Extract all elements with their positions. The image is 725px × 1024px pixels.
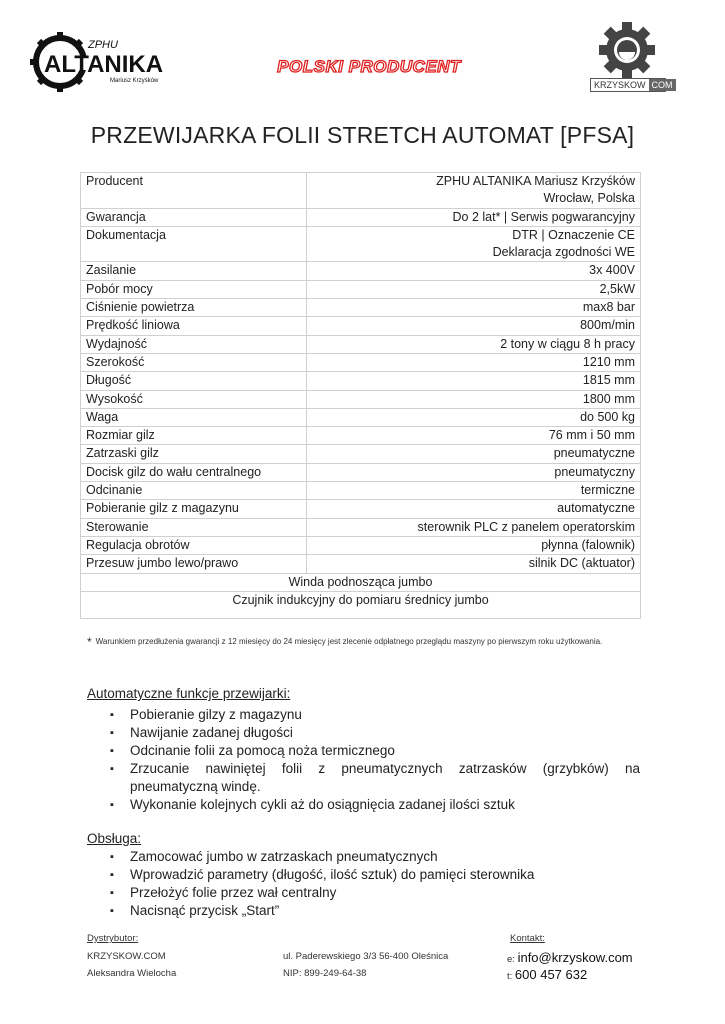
list-item: ▪ Pobieranie gilzy z magazynu	[108, 706, 640, 724]
spec-row	[81, 173, 641, 209]
spec-value-line: DTR | Oznaczenie CE	[512, 227, 635, 242]
distributor-name: KRZYSKOW.COM	[87, 951, 166, 962]
spec-value-line: termiczne	[580, 483, 635, 498]
spec-value	[307, 463, 641, 481]
spec-value	[307, 335, 641, 353]
contact-label: Kontakt:	[510, 933, 545, 944]
spec-value	[307, 280, 641, 298]
spec-value-line: Deklaracja zgodności WE	[492, 245, 635, 260]
page-header	[0, 0, 725, 110]
spec-row	[81, 427, 641, 445]
spec-row	[81, 536, 641, 554]
spec-key: Producent	[81, 173, 307, 209]
svg-text:ZPHU: ZPHU	[88, 39, 118, 51]
spec-row	[81, 408, 641, 426]
svg-text:Mariusz Krzyśków: Mariusz Krzyśków	[110, 78, 159, 84]
list-item: ▪ Zamocować jumbo w zatrzaskach pneumatycznych	[108, 848, 640, 866]
spec-key: Pobieranie gilz z magazynu	[81, 500, 307, 518]
spec-value	[307, 173, 641, 209]
list-item: ▪ Nawijanie zadanej długości	[108, 724, 640, 742]
spec-value-line: sterownik PLC z panelem operatorskim	[417, 519, 635, 534]
phone-prefix: t:	[507, 971, 513, 982]
warranty-note	[87, 634, 639, 650]
spec-value	[307, 427, 641, 445]
spec-value	[307, 353, 641, 371]
spec-key: Przesuw jumbo lewo/prawo	[81, 555, 307, 573]
distributor-person: Aleksandra Wielocha	[87, 968, 177, 979]
spec-key: Gwarancja	[81, 208, 307, 226]
svg-text:POLSKI PRODUCENT: POLSKI PRODUCENT	[277, 57, 461, 76]
spec-row	[81, 372, 641, 390]
spec-key: Rozmiar gilz	[81, 427, 307, 445]
spec-value-line: 2 tony w ciągu 8 h pracy	[500, 336, 635, 351]
spec-row	[81, 226, 641, 262]
phone-number[interactable]: 600 457 632	[514, 967, 588, 982]
spec-row	[81, 482, 641, 500]
spec-value	[307, 226, 641, 262]
list-item: ▪ Wykonanie kolejnych cykli aż do osiągnięcia zadanej ilości sztuk	[108, 796, 640, 814]
spec-row	[81, 390, 641, 408]
svg-text:ALTANIKA: ALTANIKA	[44, 51, 164, 78]
spec-row	[81, 353, 641, 371]
email-line	[507, 950, 633, 965]
spec-row	[81, 518, 641, 536]
spec-key: Długość	[81, 372, 307, 390]
spec-value-line: 1210 mm	[582, 354, 635, 369]
page-title: PRZEWIJARKA FOLII STRETCH AUTOMAT [PFSA]	[90, 122, 635, 148]
spec-value-line: 1800 mm	[582, 391, 635, 406]
spec-row-full	[81, 591, 641, 618]
spec-row	[81, 335, 641, 353]
spec-full-cell: Winda podnosząca jumbo	[81, 573, 641, 591]
list-item: ▪ Zrzucanie nawiniętej folii z pneumatycznych zatrzasków (grzybków) na pneumatyczną windę.	[108, 760, 640, 796]
spec-row	[81, 555, 641, 573]
spec-key: Ciśnienie powietrza	[81, 299, 307, 317]
list-item: ▪ Przełożyć folie przez wał centralny	[108, 884, 640, 902]
spec-value-line: silnik DC (aktuator)	[528, 556, 635, 571]
spec-value	[307, 317, 641, 335]
spec-key: Szerokość	[81, 353, 307, 371]
spec-row	[81, 299, 641, 317]
spec-row	[81, 208, 641, 226]
krzyskow-logo	[590, 78, 673, 92]
spec-key: Sterowanie	[81, 518, 307, 536]
spec-value-line: Wrocław, Polska	[543, 191, 635, 206]
spec-full-cell: Czujnik indukcyjny do pomiaru średnicy jumbo	[81, 591, 641, 618]
spec-key: Pobór mocy	[81, 280, 307, 298]
spec-value-line: 76 mm i 50 mm	[548, 428, 635, 443]
auto-functions-list	[108, 706, 640, 814]
spec-value	[307, 208, 641, 226]
spec-row	[81, 317, 641, 335]
spec-row	[81, 500, 641, 518]
spec-value	[307, 555, 641, 573]
spec-key: Wydajność	[81, 335, 307, 353]
spec-value	[307, 445, 641, 463]
spec-value-line: 800m/min	[580, 318, 635, 333]
spec-table	[80, 172, 641, 619]
operation-title: Obsługa:	[87, 831, 142, 846]
distributor-nip: NIP: 899-249-64-38	[283, 968, 367, 979]
spec-key: Zatrzaski gilz	[81, 445, 307, 463]
spec-key: Waga	[81, 408, 307, 426]
spec-value-line: pneumatyczny	[554, 464, 635, 479]
spec-key: Docisk gilz do wału centralnego	[81, 463, 307, 481]
spec-value	[307, 372, 641, 390]
spec-row	[81, 463, 641, 481]
list-item: ▪ Wprowadzić parametry (długość, ilość sztuk) do pamięci sterownika	[108, 866, 640, 884]
spec-key: Wysokość	[81, 390, 307, 408]
operation-list	[108, 848, 640, 920]
auto-functions-title: Automatyczne funkcje przewijarki:	[87, 686, 291, 701]
spec-value	[307, 518, 641, 536]
spec-row	[81, 280, 641, 298]
spec-value-line: automatyczne	[557, 501, 635, 516]
spec-key: Regulacja obrotów	[81, 536, 307, 554]
spec-value	[307, 390, 641, 408]
note-text: Warunkiem przedłużenia gwarancji z 12 miesięcy do 24 miesięcy jest zlecenie odpłatnego przeglądu maszyny po pierwszym roku użytkowania.	[95, 637, 603, 646]
spec-value	[307, 299, 641, 317]
spec-key: Zasilanie	[81, 262, 307, 280]
email-prefix: e:	[507, 954, 515, 965]
spec-value	[307, 408, 641, 426]
phone-line	[507, 967, 587, 982]
altanika-logo	[30, 30, 180, 92]
list-item: ▪ Odcinanie folii za pomocą noża termicznego	[108, 742, 640, 760]
list-item: ▪ Nacisnąć przycisk „Start”	[108, 902, 640, 920]
spec-value-line: pneumatyczne	[553, 446, 635, 461]
spec-value	[307, 536, 641, 554]
spec-value	[307, 262, 641, 280]
spec-key: Dokumentacja	[81, 226, 307, 262]
distributor-address: ul. Paderewskiego 3/3 56-400 Oleśnica	[283, 951, 449, 962]
email-link[interactable]: info@krzyskow.com	[517, 950, 633, 965]
spec-value-line: płynna (falownik)	[541, 537, 635, 552]
note-asterisk: *	[87, 635, 92, 649]
krzyskow-logo-com: COM	[649, 79, 676, 91]
spec-value-line: ZPHU ALTANIKA Mariusz Krzyśków	[436, 174, 635, 188]
polski-producent-banner	[262, 56, 477, 76]
spec-value-line: 3x 400V	[589, 263, 635, 278]
spec-key: Prędkość liniowa	[81, 317, 307, 335]
spec-row	[81, 445, 641, 463]
spec-value	[307, 482, 641, 500]
spec-value-line: 2,5kW	[599, 281, 635, 296]
spec-row	[81, 262, 641, 280]
distributor-label: Dystrybutor:	[87, 933, 139, 944]
spec-value-line: max8 bar	[582, 300, 635, 315]
spec-value-line: do 500 kg	[580, 409, 635, 424]
spec-row-full	[81, 573, 641, 591]
krzyskow-logo-text: KRZYSKOW	[594, 80, 646, 90]
spec-value-line: 1815 mm	[582, 373, 635, 388]
spec-value	[307, 500, 641, 518]
spec-value-line: Do 2 lat* | Serwis pogwarancyjny	[452, 209, 635, 224]
spec-key: Odcinanie	[81, 482, 307, 500]
